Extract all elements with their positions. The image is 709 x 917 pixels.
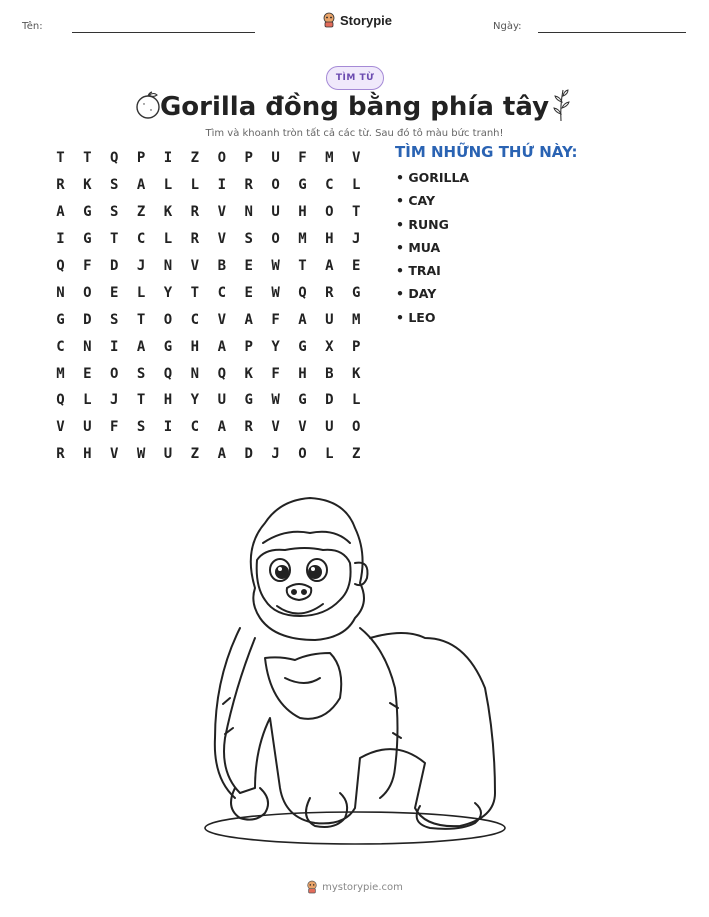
grid-cell[interactable]: O [217, 150, 226, 167]
date-label: Ngày: [493, 21, 522, 32]
grid-cell[interactable]: E [110, 284, 119, 301]
grid-cell[interactable]: E [244, 284, 253, 301]
grid-cell[interactable]: W [271, 284, 280, 301]
name-line[interactable] [72, 32, 255, 33]
grid-cell[interactable]: U [325, 311, 334, 328]
grid-cell[interactable]: I [217, 177, 226, 194]
grid-cell[interactable]: F [110, 419, 119, 436]
grid-cell[interactable]: S [110, 204, 119, 221]
grid-cell[interactable]: Q [217, 365, 226, 382]
grid-cell[interactable]: I [163, 150, 173, 167]
grid-cell[interactable]: K [163, 204, 173, 221]
grid-cell[interactable]: Z [190, 446, 200, 463]
grid-cell[interactable]: V [352, 150, 361, 167]
grid-cell[interactable]: A [56, 204, 65, 221]
grid-cell[interactable]: M [298, 231, 307, 248]
word-list [396, 170, 469, 333]
grid-cell[interactable]: A [244, 311, 253, 328]
word-item: • LEO [396, 309, 436, 325]
grid-cell[interactable]: U [271, 204, 280, 221]
grid-cell[interactable]: S [110, 311, 119, 328]
grid-cell[interactable]: W [271, 258, 280, 274]
grid-cell[interactable]: N [163, 258, 173, 274]
grid-cell[interactable]: Y [163, 284, 173, 301]
word-item: • GORILLA [396, 170, 470, 185]
grid-cell[interactable]: H [163, 392, 173, 409]
footer-url[interactable]: mystorypie.com [322, 881, 403, 893]
grid-cell[interactable]: D [83, 311, 92, 328]
grid-cell[interactable]: C [217, 284, 226, 301]
grid-cell[interactable]: Y [190, 392, 200, 409]
grid-cell[interactable]: A [298, 311, 307, 328]
grid-cell[interactable]: K [83, 177, 92, 194]
grid-cell[interactable]: V [190, 258, 200, 274]
grid-cell[interactable]: V [217, 311, 226, 328]
grid-cell[interactable]: C [325, 177, 334, 194]
brand-name: Storypie [340, 12, 393, 28]
storypie-mascot-icon [306, 880, 318, 894]
grid-cell[interactable]: P [136, 150, 146, 167]
grid-cell[interactable]: T [83, 150, 92, 167]
grid-cell[interactable]: J [352, 231, 361, 248]
grid-cell[interactable]: E [352, 258, 361, 274]
grid-cell[interactable]: S [136, 365, 146, 382]
grid-cell[interactable]: I [163, 419, 173, 436]
grid-cell[interactable]: Q [56, 258, 65, 274]
grid-cell[interactable]: F [298, 150, 307, 167]
grid-cell[interactable]: G [244, 392, 253, 409]
grid-cell[interactable]: U [163, 446, 173, 463]
grid-cell[interactable]: W [271, 392, 280, 409]
grid-cell[interactable]: G [83, 231, 92, 248]
grid-cell[interactable]: X [325, 338, 334, 355]
grid-cell[interactable]: U [217, 392, 226, 409]
gorilla-coloring-illustration [195, 488, 515, 848]
grid-cell[interactable]: G [298, 392, 307, 409]
grid-cell[interactable]: Q [298, 284, 307, 301]
grid-cell[interactable]: T [298, 258, 307, 274]
grid-cell[interactable]: Q [110, 150, 119, 167]
grid-cell[interactable]: O [110, 365, 119, 382]
grid-cell[interactable]: O [271, 177, 280, 194]
grid-cell[interactable]: T [352, 204, 361, 221]
grid-cell[interactable]: G [56, 311, 65, 328]
grid-cell[interactable]: C [190, 419, 200, 436]
grid-cell[interactable]: T [190, 284, 200, 301]
grid-cell[interactable]: J [271, 446, 280, 463]
grid-cell[interactable]: P [352, 338, 361, 355]
grid-cell[interactable]: Z [190, 150, 200, 167]
grid-cell[interactable]: L [163, 231, 173, 248]
grid-cell[interactable]: T [136, 392, 146, 409]
grid-cell[interactable]: V [110, 446, 119, 463]
grid-cell[interactable]: G [163, 338, 173, 355]
name-label: Tên: [22, 21, 43, 32]
grid-cell[interactable]: U [83, 419, 92, 436]
grid-cell[interactable]: N [83, 338, 92, 355]
grid-cell[interactable]: Z [136, 204, 146, 221]
grid-cell[interactable]: G [298, 338, 307, 355]
grid-cell[interactable]: A [217, 338, 226, 355]
grid-cell[interactable]: H [298, 365, 307, 382]
grid-cell[interactable]: M [56, 365, 65, 382]
grid-cell[interactable]: I [110, 338, 119, 355]
grid-cell[interactable]: O [271, 231, 280, 248]
grid-cell[interactable]: H [190, 338, 200, 355]
grid-cell[interactable]: R [190, 231, 200, 248]
grid-cell[interactable]: O [298, 446, 307, 463]
grid-cell[interactable]: G [352, 284, 361, 301]
grid-cell[interactable]: K [244, 365, 253, 382]
grid-cell[interactable]: L [136, 284, 146, 301]
grid-cell[interactable]: V [56, 419, 65, 436]
brand-logo [322, 12, 392, 28]
grid-cell[interactable]: C [136, 231, 146, 248]
grid-cell[interactable]: F [271, 311, 280, 328]
grid-cell[interactable]: A [136, 338, 146, 355]
grid-cell[interactable]: R [325, 284, 334, 301]
grid-cell[interactable]: A [136, 177, 146, 194]
grid-cell[interactable]: A [217, 419, 226, 436]
footer [0, 880, 709, 894]
grid-cell[interactable]: L [325, 446, 334, 463]
grid-cell[interactable]: T [136, 311, 146, 328]
grid-cell[interactable]: P [244, 338, 253, 355]
grid-cell[interactable]: D [110, 258, 119, 274]
grid-cell[interactable]: P [244, 150, 253, 167]
grid-cell[interactable]: V [217, 231, 226, 248]
grid-cell[interactable]: C [190, 311, 200, 328]
grid-cell[interactable]: H [325, 231, 334, 248]
grid-cell[interactable]: K [352, 365, 361, 382]
page-title: Gorilla đồng bằng phía tây [159, 92, 550, 122]
grid-cell[interactable]: O [163, 311, 173, 328]
grid-cell[interactable]: F [271, 365, 280, 382]
word-list-heading: TÌM NHỮNG THỨ NÀY: [395, 143, 578, 161]
grid-cell[interactable]: D [244, 446, 253, 463]
grid-cell[interactable]: G [83, 204, 92, 221]
grid-cell[interactable]: R [56, 446, 65, 463]
grid-cell[interactable]: S [136, 419, 146, 436]
category-badge: TÌM TỪ [326, 66, 384, 90]
grid-cell[interactable]: I [56, 231, 65, 248]
grid-cell[interactable]: L [352, 392, 361, 409]
grid-cell[interactable]: V [298, 419, 307, 436]
word-item: • TRAI [396, 263, 441, 279]
grid-cell[interactable]: A [217, 446, 226, 463]
word-item: • MUA [396, 239, 441, 255]
word-search-grid[interactable] [47, 145, 370, 468]
grid-cell[interactable]: C [56, 338, 65, 355]
grid-cell[interactable]: R [190, 204, 200, 221]
grid-cell[interactable]: B [325, 365, 334, 382]
grid-cell[interactable]: R [244, 177, 253, 194]
grid-cell[interactable]: R [56, 177, 65, 194]
grid-cell[interactable]: V [217, 204, 226, 221]
grid-cell[interactable]: R [244, 419, 253, 436]
grid-cell[interactable]: G [298, 177, 307, 194]
grid-cell[interactable]: N [244, 204, 253, 221]
grid-cell[interactable]: T [110, 231, 119, 248]
grid-cell[interactable]: V [271, 419, 280, 436]
grid-cell[interactable]: B [217, 258, 226, 274]
grid-cell[interactable]: E [83, 365, 92, 382]
word-item: • DAY [396, 286, 437, 302]
word-item: • CAY [396, 193, 436, 209]
grid-cell[interactable]: M [325, 150, 334, 167]
grid-cell[interactable]: N [56, 284, 65, 301]
grid-cell[interactable]: Y [271, 338, 280, 355]
grid-cell[interactable]: J [110, 392, 119, 409]
grid-cell[interactable]: Q [56, 392, 65, 409]
grid-cell[interactable]: O [352, 419, 361, 436]
grid-cell[interactable]: U [325, 419, 334, 436]
date-line[interactable] [538, 32, 686, 33]
grid-cell[interactable]: H [83, 446, 92, 463]
grid-cell[interactable]: A [325, 258, 334, 274]
grid-cell[interactable]: E [244, 258, 253, 274]
grid-cell[interactable]: J [136, 258, 146, 274]
grid-cell[interactable]: H [298, 204, 307, 221]
grid-cell[interactable]: N [190, 365, 200, 382]
grid-cell[interactable]: F [83, 258, 92, 274]
grid-cell[interactable]: L [163, 177, 173, 194]
grid-cell[interactable]: U [271, 150, 280, 167]
grid-cell[interactable]: S [244, 231, 253, 248]
grid-cell[interactable]: T [56, 150, 65, 167]
grid-cell[interactable]: O [83, 284, 92, 301]
grid-cell[interactable]: O [325, 204, 334, 221]
leafy-branch-icon [550, 88, 572, 122]
grid-cell[interactable]: W [136, 446, 146, 463]
storypie-mascot-icon [322, 12, 336, 28]
instructions: Tìm và khoanh tròn tất cả các từ. Sau đó tô màu bức tranh! [205, 128, 504, 139]
grid-cell[interactable]: Z [352, 446, 361, 463]
grid-cell[interactable]: D [325, 392, 334, 409]
grid-cell[interactable]: Q [163, 365, 173, 382]
grid-cell[interactable]: M [352, 311, 361, 328]
grid-cell[interactable]: L [83, 392, 92, 409]
grid-cell[interactable]: L [190, 177, 200, 194]
grid-cell[interactable]: L [352, 177, 361, 194]
word-item: • RUNG [396, 216, 449, 232]
grid-cell[interactable]: S [110, 177, 119, 194]
